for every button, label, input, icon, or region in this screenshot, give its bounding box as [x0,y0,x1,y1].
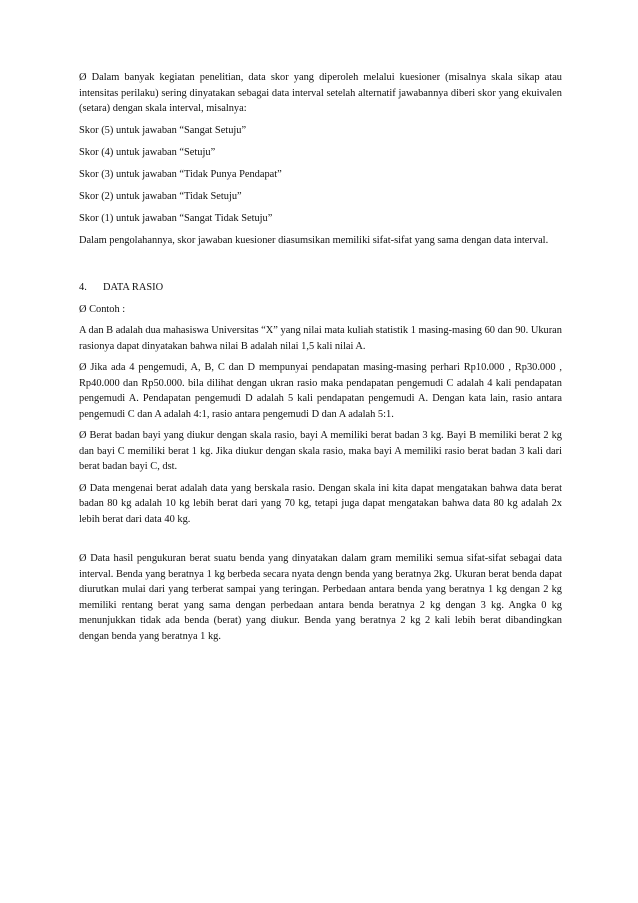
paragraph-baby-example: Ø Berat badan bayi yang diukur dengan skala rasio, bayi A memiliki berat badan 3 kg. Bayi B memiliki berat 2 kg dan bayi C memiliki berat 1 kg. Jika diukur dengan skala rasio, maka bayi A memiliki rasio berat badan 3 kali dari berat badan bayi C, dst. [79,430,562,472]
score-line-5: Skor (5) untuk jawaban “Sangat Setuju” [79,124,247,136]
paragraph-weight-data: Ø Data mengenai berat adalah data yang berskala rasio. Dengan skala ini kita dapat mengatakan bahwa data berat badan 80 kg adalah 10 kg lebih berat dari yang 70 kg, tetapi juga dapat mengatakan bahwa data 80 kg adalah 2x lebih berat dari data 40 kg. [79,482,562,525]
section-title: DATA RASIO [103,282,164,293]
score-line-4: Skor (4) untuk jawaban “Setuju” [79,146,216,158]
example-label: Ø Contoh : [79,303,126,315]
document-page [79,70,562,650]
paragraph-interval-questionnaire: Ø Dalam banyak kegiatan penelitian, data skor yang diperoleh melalui kuesioner (misalnya skala sikap atau intensitas perilaku) sering dinyatakan sebagai data interval setelah alternatif jawabannya diberi skor yang ekuivalen (setara) dengan skala interval, misalnya: [79,72,562,114]
score-line-2: Skor (2) untuk jawaban “Tidak Setuju” [79,190,242,202]
paragraph-processing: Dalam pengolahannya, skor jawaban kuesioner diasumsikan memiliki sifat-sifat yang sama dengan data interval. [79,234,549,246]
spacer [79,533,562,551]
spacer [79,254,562,280]
paragraph-student-example: A dan B adalah dua mahasiswa Universitas “X” yang nilai mata kuliah statistik 1 masing-masing 60 dan 90. Ukuran rasionya dapat dinyatakan bahwa nilai B adalah nilai 1,5 kali nilai A. [79,325,562,352]
score-line-3: Skor (3) untuk jawaban “Tidak Punya Pendapat” [79,168,282,180]
score-line-1: Skor (1) untuk jawaban “Sangat Tidak Setuju” [79,212,273,224]
paragraph-object-weight: Ø Data hasil pengukuran berat suatu benda yang dinyatakan dalam gram memiliki semua sifat-sifat sebagai data interval. Benda yang beratnya 1 kg berbeda secara nyata dengn benda yang beratnya 2kg. Ukuran berat benda dapat diurutkan mulai dari yang terberat sampai yang teringan. Perbedaan antara benda yang beratnya 1 kg dengan 2 kg memiliki rentang berat yang sama dengan perbedaan antara benda beratnya 2 kg dengan 3 kg. Angka 0 kg menunjukkan tidak ada benda (berat) yang diukur. Benda yang beratnya 2 kg 2 kali lebih berat dibandingkan dengan benda yang beratnya 1 kg. [79,553,562,642]
section-number: 4. [79,282,87,293]
paragraph-driver-example: Ø Jika ada 4 pengemudi, A, B, C dan D mempunyai pendapatan masing-masing perhari Rp10.000 , Rp30.000 , Rp40.000 dan Rp50.000. bila dilihat dengan ukran rasio maka pendapatan pengemudi C adalah 4 kali pendapatan pengemudi A. Pendapatan pengemudi D adalah 5 kali pendapatan pengemudi A. Dengan kata lain, rasio antara pengemudi C dan A adalah 4:1, rasio antara pengemudi D dan A adalah 5:1. [79,362,562,420]
section-heading [79,280,562,296]
